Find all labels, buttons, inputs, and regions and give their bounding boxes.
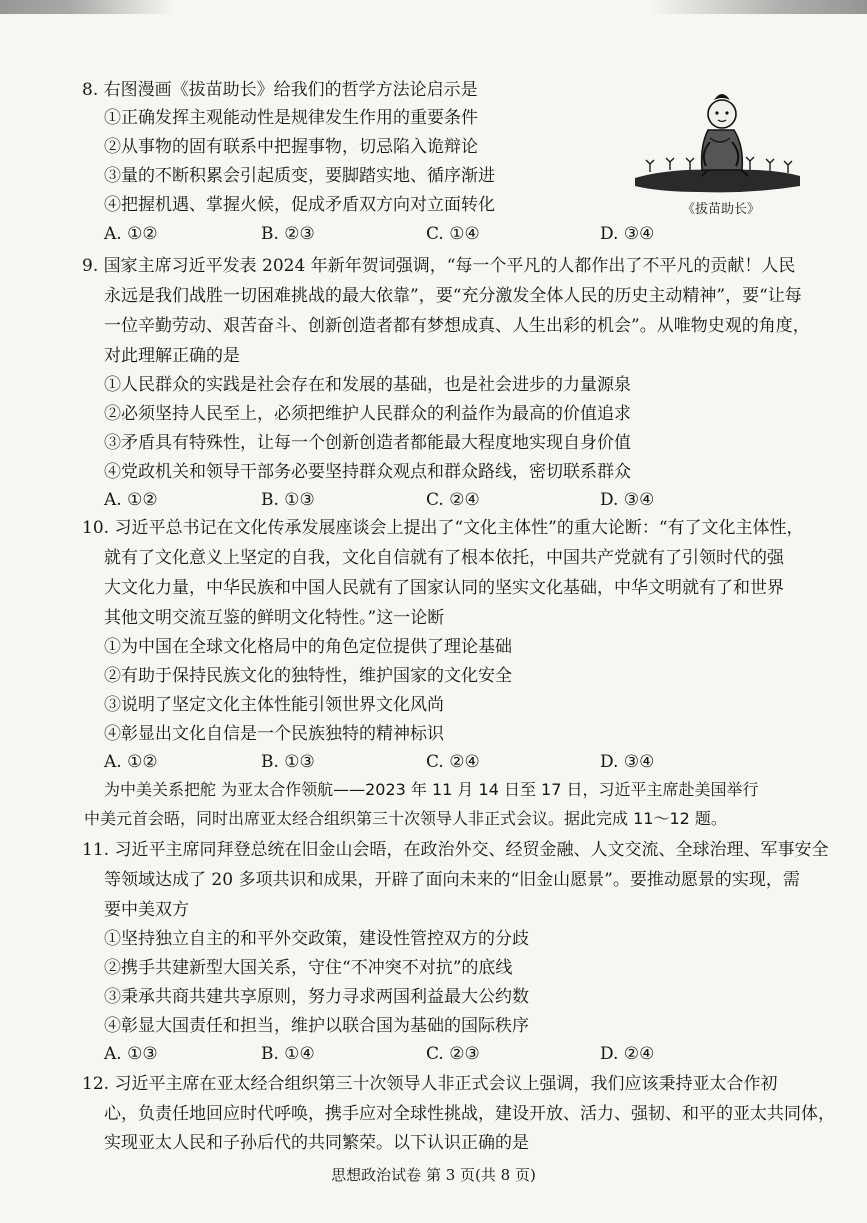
q11-option-b: B. ①④: [261, 1044, 315, 1064]
q9-option-d: D. ③④: [600, 490, 655, 510]
q9-option-c: C. ②④: [426, 490, 480, 510]
intro-line-1: 为中美关系把舵 为亚太合作领航——2023 年 11 月 14 日至 17 日，习近平主席赴美国举行: [104, 780, 759, 799]
q11-item-1: ①坚持独立自主的和平外交政策，建设性管控双方的分歧: [104, 929, 529, 949]
q8-option-d: D. ③④: [600, 224, 655, 244]
q10-stem-line-4: 其他文明交流互鉴的鲜明文化特性。”这一论断: [104, 608, 445, 628]
figure-caption: 《拔苗助长》: [682, 202, 761, 217]
q9-item-2: ②必须坚持人民至上，必须把维护人民群众的利益作为最高的价值追求: [104, 404, 631, 424]
q11-item-2: ②携手共建新型大国关系，守住“不冲突不对抗”的底线: [104, 958, 513, 978]
q9-item-1: ①人民群众的实践是社会存在和发展的基础，也是社会进步的力量源泉: [104, 375, 631, 395]
q10-stem-line-3: 大文化力量，中华民族和中国人民就有了国家认同的坚实文化基础，中华文明就有了和世界: [104, 578, 784, 598]
q9-stem-line-2: 永远是我们战胜一切困难挑战的最大依靠”，要“充分激发全体人民的历史主动精神”，要“让每: [104, 286, 802, 306]
q9-item-4: ④党政机关和领导干部务必要坚持群众观点和群众路线，密切联系群众: [104, 462, 631, 482]
q11-options: [104, 1040, 804, 1069]
q10-item-3: ③说明了坚定文化主体性能引领世界文化风尚: [104, 695, 444, 715]
q9-stem-line-1: 9. 国家主席习近平发表 2024 年新年贺词强调，“每一个平凡的人都作出了不平凡的贡献！人民: [82, 256, 796, 276]
q11-item-3: ③秉承共商共建共享原则，努力寻求两国利益最大公约数: [104, 987, 529, 1007]
q8-options: [104, 220, 804, 249]
q12-stem-line-2: 心，负责任地回应时代呼唤，携手应对全球性挑战，建设开放、活力、强韧、和平的亚太共同体，: [104, 1104, 835, 1124]
q10-option-c: C. ②④: [426, 752, 480, 772]
q11-option-d: D. ②④: [600, 1044, 655, 1064]
page-footer: 思想政治试卷 第 3 页(共 8 页): [331, 1166, 536, 1184]
q9-item-3: ③矛盾具有特殊性，让每一个创新创造者都能最大程度地实现自身价值: [104, 433, 631, 453]
q10-stem-line-2: 就有了文化意义上坚定的自我，文化自信就有了根本依托，中国共产党就有了引领时代的强: [104, 548, 784, 568]
q10-item-2: ②有助于保持民族文化的独特性，维护国家的文化安全: [104, 666, 512, 686]
q9-option-a: A. ①②: [104, 490, 158, 510]
cartoon-farmer-pulling-seedlings-icon: [630, 86, 805, 216]
q10-item-1: ①为中国在全球文化格局中的角色定位提供了理论基础: [104, 637, 512, 657]
q10-option-d: D. ③④: [600, 752, 655, 772]
q8-option-b: B. ②③: [261, 224, 315, 244]
q8-option-a: A. ①②: [104, 224, 158, 244]
q10-item-4: ④彰显出文化自信是一个民族独特的精神标识: [104, 724, 444, 744]
q9-stem-line-4: 对此理解正确的是: [104, 346, 240, 366]
intro-line-2: 中美元首会晤，同时出席亚太经合组织第三十次领导人非正式会议。据此完成 11～12 题。: [84, 809, 727, 828]
q10-option-b: B. ①③: [261, 752, 315, 772]
q8-item-2: ②从事物的固有联系中把握事物，切忌陷入诡辩论: [104, 137, 478, 157]
q9-stem-line-3: 一位辛勤劳动、艰苦奋斗、创新创造者都有梦想成真、人生出彩的机会”。从唯物史观的角度，: [104, 316, 810, 336]
q11-stem-line-2: 等领域达成了 20 多项共识和成果，开辟了面向未来的“旧金山愿景”。要推动愿景的实现，需: [104, 870, 800, 890]
q12-stem-line-1: 12. 习近平主席在亚太经合组织第三十次领导人非正式会议上强调，我们应该秉持亚太合作初: [82, 1074, 778, 1094]
q11-option-c: C. ②③: [426, 1044, 480, 1064]
q12-stem-line-3: 实现亚太人民和子孙后代的共同繁荣。以下认识正确的是: [104, 1133, 529, 1153]
q8-item-1: ①正确发挥主观能动性是规律发生作用的重要条件: [104, 108, 478, 128]
q11-stem-line-3: 要中美双方: [104, 900, 189, 920]
q11-stem-line-1: 11. 习近平主席同拜登总统在旧金山会晤，在政治外交、经贸金融、人文交流、全球治理、军事安全: [82, 840, 829, 860]
q8-option-c: C. ①④: [426, 224, 480, 244]
q9-options: [104, 486, 804, 515]
q8-item-4: ④把握机遇、掌握火候，促成矛盾双方向对立面转化: [104, 195, 495, 215]
q8-stem: 8. 右图漫画《拔苗助长》给我们的哲学方法论启示是: [82, 80, 478, 100]
q11-option-a: A. ①③: [104, 1044, 158, 1064]
q10-stem-line-1: 10. 习近平总书记在文化传承发展座谈会上提出了“文化主体性”的重大论断：“有了文化主体性，: [82, 518, 804, 538]
q11-item-4: ④彰显大国责任和担当，维护以联合国为基础的国际秩序: [104, 1016, 529, 1036]
q10-options: [104, 748, 804, 777]
q9-option-b: B. ①③: [261, 490, 315, 510]
q8-item-3: ③量的不断积累会引起质变，要脚踏实地、循序渐进: [104, 166, 495, 186]
q10-option-a: A. ①②: [104, 752, 158, 772]
